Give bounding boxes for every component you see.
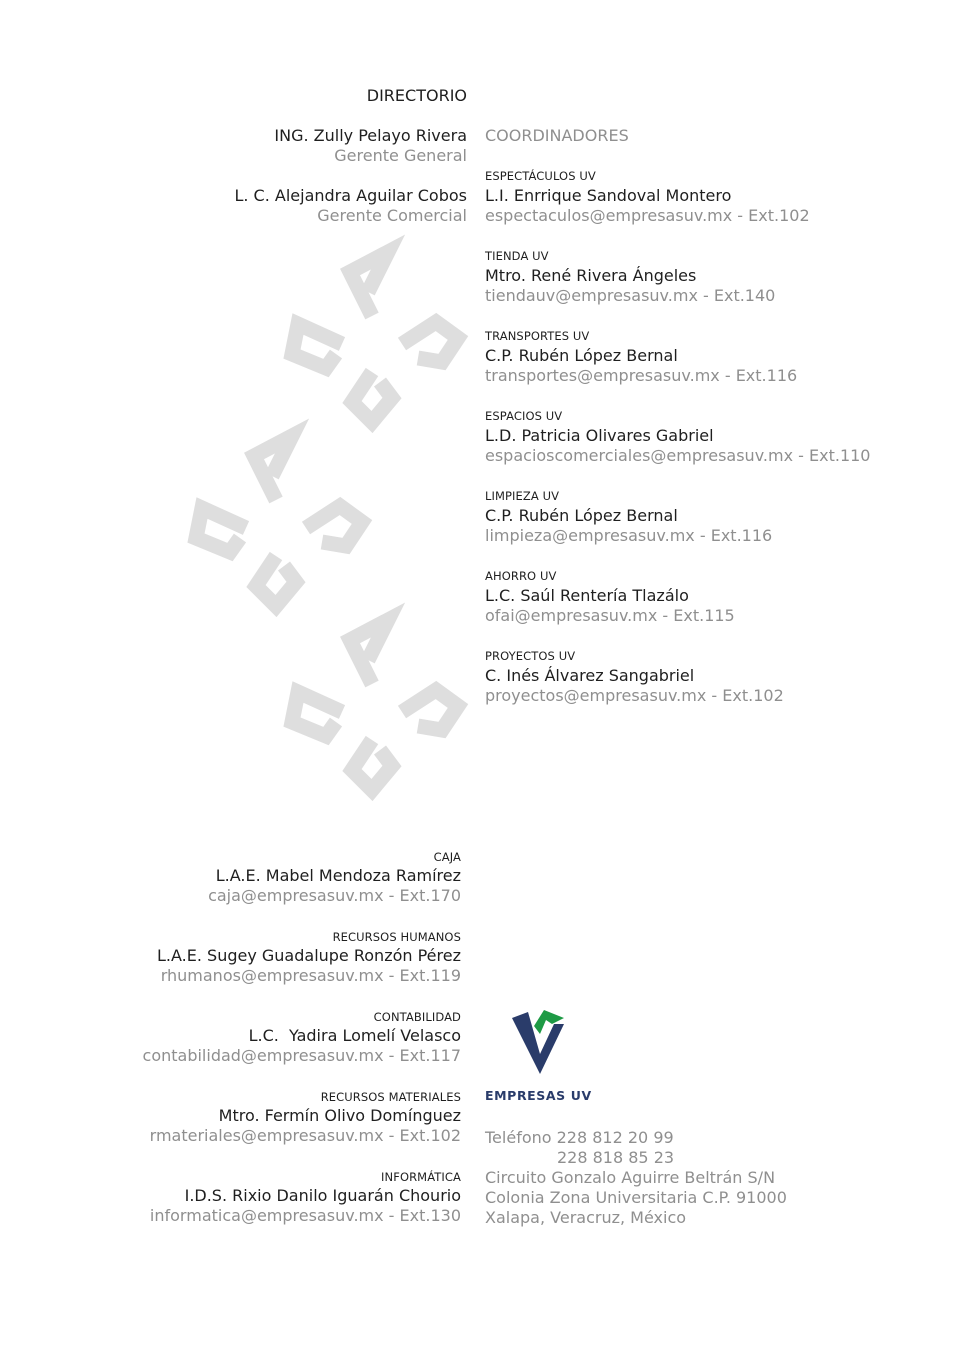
coordinator-contact: limpieza@empresasuv.mx - Ext.116 [485,526,773,545]
coordinator-contact: espacioscomerciales@empresasuv.mx - Ext.110 [485,446,871,465]
executive-name: L. C. Alejandra Aguilar Cobos [234,186,467,205]
department-name: L.A.E. Sugey Guadalupe Ronzón Pérez [157,946,461,965]
brand-name: EMPRESAS UV [485,1088,592,1103]
department-contact: rhumanos@empresasuv.mx - Ext.119 [160,966,461,985]
coordinadores-heading: COORDINADORES [485,126,629,145]
coordinator-name: L.D. Patricia Olivares Gabriel [485,426,714,445]
coordinator-area: TIENDA UV [485,249,549,263]
coordinator-name: C.P. Rubén López Bernal [485,346,678,365]
coordinator-contact: espectaculos@empresasuv.mx - Ext.102 [485,206,810,225]
coordinator-contact: transportes@empresasuv.mx - Ext.116 [485,366,798,385]
watermark-flower-1-icon [292,252,458,422]
coordinator-area: LIMPIEZA UV [485,489,560,503]
coordinator-area: PROYECTOS UV [485,649,576,663]
coordinator-contact: ofai@empresasuv.mx - Ext.115 [485,606,735,625]
department-area: CONTABILIDAD [373,1010,461,1024]
coordinator-name: L.C. Saúl Rentería Tlazálo [485,586,689,605]
address-line-2: Colonia Zona Universitaria C.P. 91000 [485,1188,787,1207]
executive-role: Gerente Comercial [317,206,467,225]
coordinator-contact: tiendauv@empresasuv.mx - Ext.140 [485,286,776,305]
department-contact: caja@empresasuv.mx - Ext.170 [208,886,461,905]
coordinator-name: C.P. Rubén López Bernal [485,506,678,525]
department-area: INFORMÁTICA [381,1170,461,1184]
directorio-title: DIRECTORIO [366,86,467,105]
department-contact: informatica@empresasuv.mx - Ext.130 [149,1206,461,1225]
address-line-1: Circuito Gonzalo Aguirre Beltrán S/N [485,1168,776,1187]
department-name: I.D.S. Rixio Danilo Iguarán Chourio [184,1186,461,1205]
empresas-uv-logo-icon [508,1008,568,1080]
coordinator-area: TRANSPORTES UV [485,329,590,343]
department-contact: rmateriales@empresasuv.mx - Ext.102 [149,1126,461,1145]
executive-name: ING. Zully Pelayo Rivera [274,126,467,145]
department-area: RECURSOS HUMANOS [332,930,461,944]
phone-line-2: 228 818 85 23 [557,1148,675,1167]
coordinator-area: ESPACIOS UV [485,409,563,423]
coordinator-name: C. Inés Álvarez Sangabriel [485,666,695,685]
department-area: RECURSOS MATERIALES [320,1090,461,1104]
coordinator-area: AHORRO UV [485,569,557,583]
department-area: CAJA [433,850,461,864]
watermark-flower-3-icon [292,620,458,790]
watermark-flower-2-icon [196,436,362,606]
address-line-3: Xalapa, Veracruz, México [485,1208,687,1227]
coordinator-name: Mtro. René Rivera Ángeles [485,266,697,285]
executive-role: Gerente General [334,146,467,165]
department-name: L.C. Yadira Lomelí Velasco [248,1026,461,1045]
coordinator-contact: proyectos@empresasuv.mx - Ext.102 [485,686,784,705]
phone-line-1: Teléfono 228 812 20 99 [485,1128,674,1147]
department-contact: contabilidad@empresasuv.mx - Ext.117 [142,1046,461,1065]
department-name: L.A.E. Mabel Mendoza Ramírez [215,866,461,885]
coordinator-area: ESPECTÁCULOS UV [485,169,596,183]
department-name: Mtro. Fermín Olivo Domínguez [218,1106,461,1125]
coordinator-name: L.I. Enrrique Sandoval Montero [485,186,732,205]
